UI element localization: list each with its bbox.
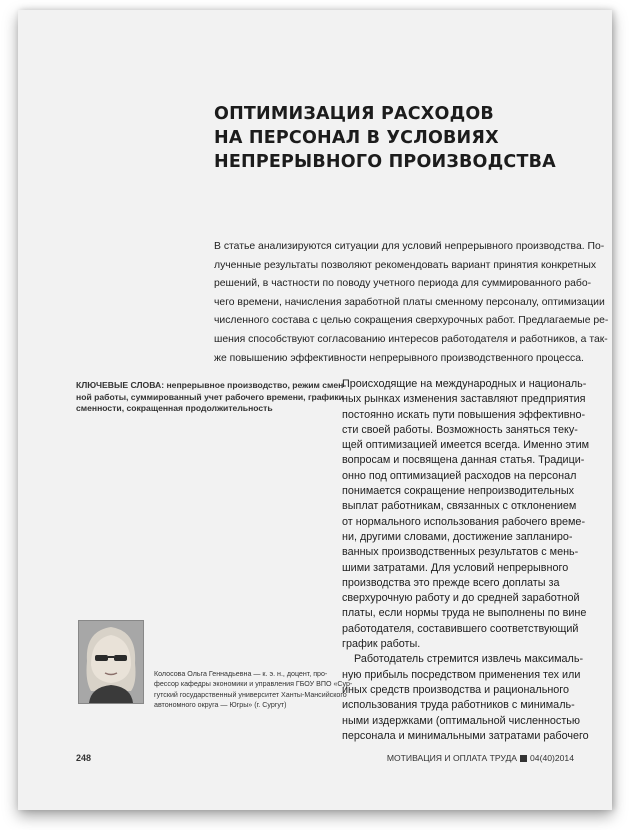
author-line: Колосова Ольга Геннадьевна — к. э. н., доцент, про- — [154, 670, 328, 678]
keywords-line: сменности, сокращенная продолжительность — [76, 403, 273, 414]
abstract-line: же повышению эффективности непрерывного производственного процесса. — [214, 352, 584, 364]
article-title — [214, 102, 574, 174]
body-line: платы, если нормы труда не выполнены по вине — [342, 607, 587, 620]
abstract-line: чего времени, начисления заработной платы сменному персоналу, оптимизации — [214, 296, 605, 308]
body-line: выплат работникам, связанных с отклонением — [342, 500, 577, 513]
body-line: понимается сокращение непроизводительных — [342, 485, 575, 498]
title-line: ОПТИМИЗАЦИЯ РАСХОДОВ — [214, 104, 494, 124]
body-line: сверхурочную работу и до средней заработной — [342, 592, 580, 605]
abstract-line: численного состава с целью сокращения сверхурочных работ. Предлагаемые ре- — [214, 315, 609, 327]
body-line: вопросам и посвящена данная статья. Традици- — [342, 454, 585, 467]
body-line: использования труда работников с минималь- — [342, 699, 575, 712]
abstract-line: шения способствуют согласованию интересов работодателя и работников, а так- — [214, 333, 608, 345]
abstract-line: лученные результаты позволяют рекомендовать вариант принятия конкретных — [214, 259, 597, 271]
body-line: ни, другими словами, достижение запланиро- — [342, 530, 573, 543]
body-line: сти своей работы. Возможность заняться теку- — [342, 423, 578, 436]
author-line: автономного округа — Югры» (г. Сургут) — [154, 701, 287, 710]
author-info — [154, 669, 354, 711]
body-line: ными издержками (оптимальной численностью — [342, 714, 581, 727]
square-bullet-icon — [520, 755, 527, 762]
keywords-line: ной работы, суммированный учет рабочего времени, графики — [76, 391, 344, 402]
body-line: щей оптимизацией имеется всегда. Именно этим — [342, 439, 590, 452]
body-line: Работодатель стремится извлечь максималь- — [354, 653, 584, 666]
page-number: 248 — [76, 753, 92, 763]
body-line: онно под оптимизацией расходов на персонал — [342, 469, 577, 482]
keywords-line: КЛЮЧЕВЫЕ СЛОВА: непрерывное производство, режим смен- — [76, 380, 347, 390]
author-portrait-image — [79, 621, 143, 703]
title-line: НЕПРЕРЫВНОГО ПРОИЗВОДСТВА — [214, 152, 556, 172]
body-line: иных средств производства и рационального — [342, 683, 570, 696]
magazine-page — [18, 10, 612, 810]
body-line: персонала и минимальными затратами рабочего — [342, 729, 589, 742]
body-line: шими затратами. Для условий непрерывного — [342, 561, 569, 574]
body-line: постоянно искать пути повышения эффективно- — [342, 408, 586, 421]
author-line: фессор кафедры экономики и управления ГБОУ ВПО «Сур- — [154, 680, 353, 689]
title-line: НА ПЕРСОНАЛ В УСЛОВИЯХ — [214, 128, 499, 148]
body-line: от нормального использования рабочего време- — [342, 515, 586, 528]
author-line: гутский государственный университет Ханты-Мансийского — [154, 690, 347, 699]
article-body — [342, 377, 592, 744]
abstract-line: В статье анализируются ситуации для условий непрерывного производства. По- — [214, 241, 605, 252]
abstract-line: решений, в частности по поводу учетного периода для суммированного рабо- — [214, 278, 592, 290]
body-line: работодателя, составившего соответствующий — [342, 622, 579, 635]
body-line: ванных производственных результатов с мень- — [342, 546, 579, 559]
body-line: Происходящие на международных и националь- — [342, 378, 587, 390]
body-line: график работы. — [342, 638, 421, 651]
keywords — [76, 380, 346, 415]
body-line: ных рынках изменения заставляют предприятия — [342, 393, 586, 406]
body-line: ную прибыль посредством применения тех или — [342, 668, 581, 681]
journal-footer — [387, 753, 574, 763]
journal-issue: 04(40)2014 — [530, 753, 574, 763]
body-line: производства это прежде всего доплаты за — [342, 576, 560, 589]
article-abstract — [214, 238, 609, 368]
journal-name: МОТИВАЦИЯ И ОПЛАТА ТРУДА — [386, 753, 518, 763]
author-photo — [78, 620, 144, 704]
